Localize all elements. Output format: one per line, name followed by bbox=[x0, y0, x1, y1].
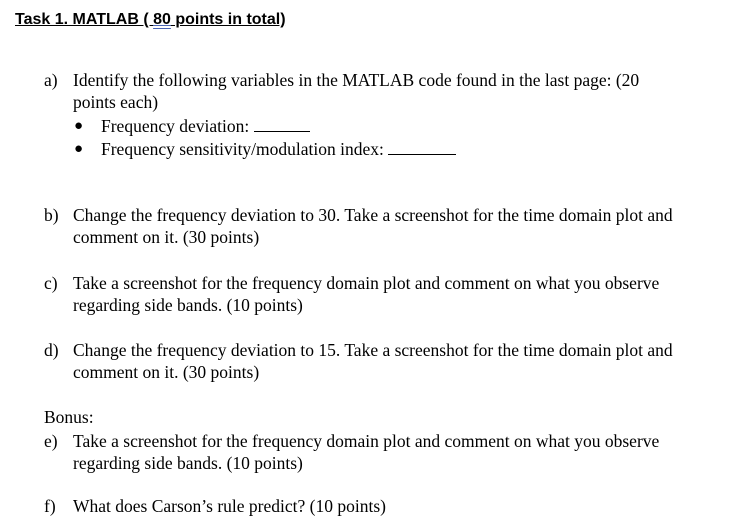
answer-blank bbox=[388, 139, 456, 155]
item-f-line1: What does Carson’s rule predict? (10 points) bbox=[73, 496, 386, 516]
bullet-item-frequency-deviation bbox=[101, 115, 310, 137]
item-d-line1: Change the frequency deviation to 15. Take a screenshot for the time domain plot and bbox=[73, 340, 673, 360]
item-e-line1: Take a screenshot for the frequency domain plot and comment on what you observe bbox=[73, 431, 660, 451]
item-a-line2: points each) bbox=[73, 92, 159, 112]
item-d-line2: comment on it. (30 points) bbox=[73, 362, 260, 382]
item-c-marker: c) bbox=[44, 273, 58, 293]
bullet-item-modulation-index bbox=[101, 138, 456, 160]
item-b-marker: b) bbox=[44, 205, 59, 225]
item-f-marker: f) bbox=[44, 496, 56, 516]
task-title-prefix: Task 1. MATLAB ( bbox=[15, 11, 154, 28]
bullet-icon: ● bbox=[74, 118, 84, 134]
task-title-suffix: points in total) bbox=[170, 11, 286, 28]
item-b-line2: comment on it. (30 points) bbox=[73, 227, 260, 247]
item-c-line1: Take a screenshot for the frequency domain plot and comment on what you observe bbox=[73, 273, 660, 293]
bullet-label: Frequency sensitivity/modulation index: bbox=[101, 139, 384, 159]
item-e-line2: regarding side bands. (10 points) bbox=[73, 453, 303, 473]
item-d-marker: d) bbox=[44, 340, 59, 360]
answer-blank bbox=[254, 116, 310, 132]
item-c-line2: regarding side bands. (10 points) bbox=[73, 295, 303, 315]
item-a-line1: Identify the following variables in the MATLAB code found in the last page: (20 bbox=[73, 70, 640, 90]
item-a-marker: a) bbox=[44, 70, 58, 90]
item-b-line1: Change the frequency deviation to 30. Take a screenshot for the time domain plot and bbox=[73, 205, 673, 225]
bonus-label: Bonus: bbox=[44, 407, 94, 427]
task-title bbox=[15, 9, 286, 31]
item-e-marker: e) bbox=[44, 431, 58, 451]
bullet-label: Frequency deviation: bbox=[101, 116, 250, 136]
task-title-points: 80 bbox=[153, 11, 171, 28]
bullet-icon: ● bbox=[74, 141, 84, 157]
